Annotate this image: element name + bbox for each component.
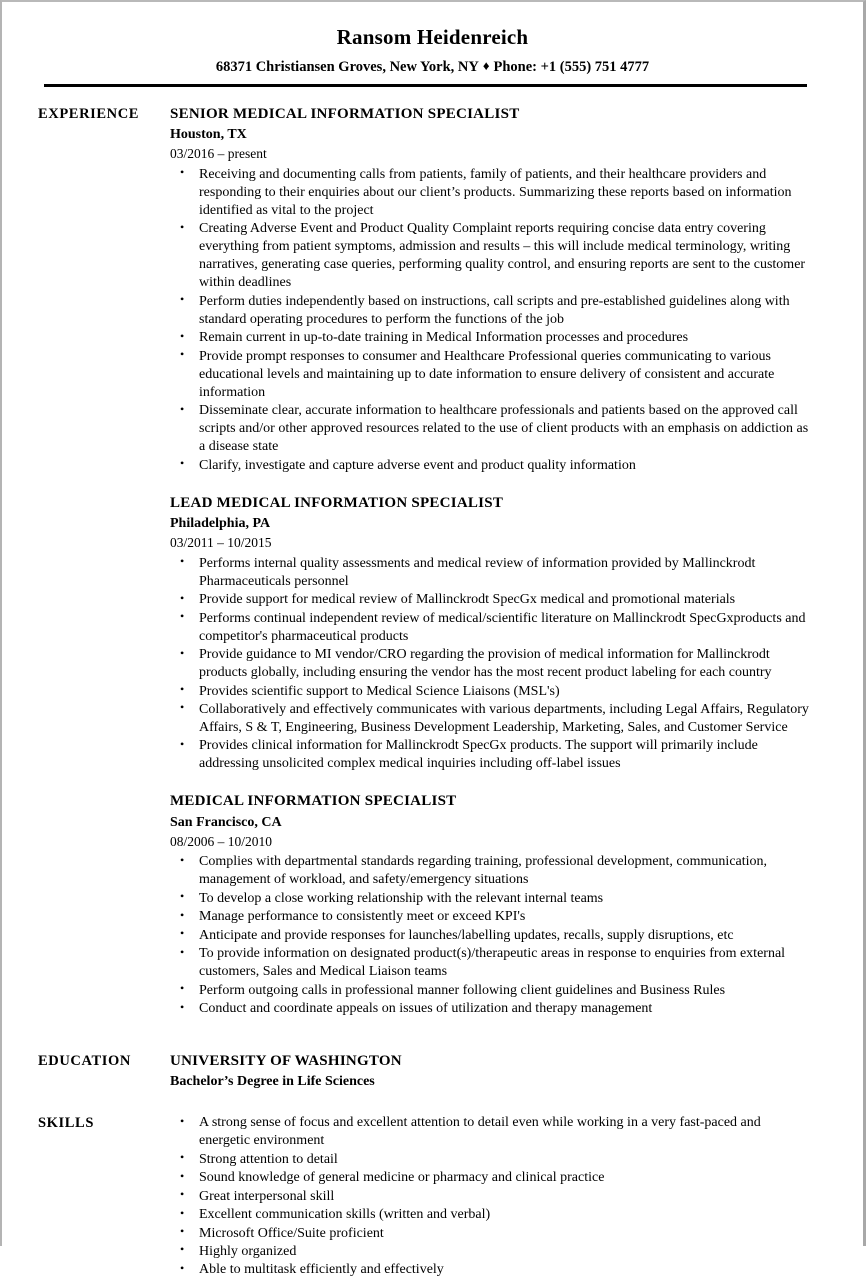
bullet-item: • Performs internal quality assessments and medical review of information provided by Mallinckrodt Pharmaceuticals personnel	[170, 555, 811, 591]
bullet-item: • Complies with departmental standards regarding training, professional development, communication, management of workload, and safety/emergency situations	[170, 853, 811, 889]
bullet-item: • Collaboratively and effectively communicates with various departments, including Legal Affairs, Regulatory Affairs, S & T, Engineering, Business Development Leadership, Marketing, Sales, and Customer Service	[170, 701, 811, 737]
job-entry	[170, 792, 811, 1018]
job-entry	[170, 494, 811, 774]
education-school: UNIVERSITY OF WASHINGTON	[170, 1052, 402, 1069]
bullet-item: • Conduct and coordinate appeals on issues of utilization and therapy management	[170, 1000, 811, 1018]
skills-list-container	[170, 1114, 863, 1280]
job-location: Houston, TX	[170, 127, 247, 143]
bullet-item: • Provides scientific support to Medical Science Liaisons (MSL's)	[170, 683, 811, 701]
bullet-item: • Clarify, investigate and capture adverse event and product quality information	[170, 457, 811, 475]
resume-header	[2, 2, 863, 76]
resume-content	[2, 2, 863, 1278]
job-location: Philadelphia, PA	[170, 515, 271, 531]
job-title: MEDICAL INFORMATION SPECIALIST	[170, 793, 457, 810]
section-experience	[2, 105, 863, 1019]
bullet-item: • Manage performance to consistently meet or exceed KPI's	[170, 908, 811, 926]
bullet-list	[170, 853, 811, 1018]
job-location: San Francisco, CA	[170, 814, 282, 830]
bullet-item: • Great interpersonal skill	[170, 1188, 811, 1206]
contact-line	[2, 60, 863, 76]
bullet-item: • Provide prompt responses to consumer and Healthcare Professional queries communicating to various educational levels and maintaining up to date information to ensure delivery of consistent and accurate information	[170, 348, 811, 402]
resume-body	[2, 87, 863, 1280]
bullet-item: • Disseminate clear, accurate information to healthcare professionals and patients based on the approved call scripts and/or other approved resources related to the use of client products with an emphasis on addiction as a disease state	[170, 402, 811, 456]
job-dates: 03/2011 – 10/2015	[170, 535, 272, 551]
bullet-item: • Creating Adverse Event and Product Quality Complaint reports requiring concise data entry covering everything from patient symptoms, admission and results – this will include medical terminology, writing narratives, generating case queries, performing quality control, and ensuring reports are sent to the customer within deadlines	[170, 220, 811, 292]
contact-phone: Phone: +1 (555) 751 4777	[493, 59, 650, 76]
bullet-item: • Highly organized	[170, 1243, 811, 1261]
bullet-list	[170, 1114, 811, 1279]
job-dates: 08/2006 – 10/2010	[170, 833, 273, 849]
education-entries	[170, 1052, 863, 1092]
section-label-education: EDUCATION	[38, 1052, 131, 1069]
bullet-item: • To develop a close working relationship with the relevant internal teams	[170, 890, 811, 908]
section-label-experience: EXPERIENCE	[38, 106, 140, 123]
job-dates: 03/2016 – present	[170, 146, 267, 162]
bullet-item: • A strong sense of focus and excellent attention to detail even while working in a very fast-paced and energetic environment	[170, 1114, 811, 1150]
contact-address: 68371 Christiansen Groves, New York, NY	[215, 59, 479, 76]
bullet-item: • Strong attention to detail	[170, 1151, 811, 1169]
education-entry	[170, 1052, 811, 1092]
section-skills	[2, 1114, 863, 1280]
bullet-item: • Provide support for medical review of Mallinckrodt SpecGx medical and promotional materials	[170, 591, 811, 609]
bullet-item: • Excellent communication skills (written and verbal)	[170, 1206, 811, 1224]
section-label-skills: SKILLS	[38, 1115, 94, 1132]
experience-entries	[170, 105, 863, 1019]
bullet-item: • Provide guidance to MI vendor/CRO regarding the provision of medical information for Mallinckrodt products globally, including ensuring the vendor has the most recent product labeling for each country	[170, 646, 811, 682]
bullet-item: • Sound knowledge of general medicine or pharmacy and clinical practice	[170, 1169, 811, 1187]
section-education	[2, 1052, 863, 1092]
bullet-item: • Perform duties independently based on instructions, call scripts and pre-established guidelines along with standard operating procedures to perform the functions of the job	[170, 293, 811, 329]
bullet-item: • Anticipate and provide responses for launches/labelling updates, recalls, supply disruptions, etc	[170, 927, 811, 945]
bullet-item: • Able to multitask efficiently and effectively	[170, 1261, 811, 1279]
bullet-item: • To provide information on designated product(s)/therapeutic areas in response to enquiries from external customers, Sales and Medical Liaison teams	[170, 945, 811, 981]
bullet-item: • Perform outgoing calls in professional manner following client guidelines and Business Rules	[170, 982, 811, 1000]
education-degree: Bachelor’s Degree in Life Sciences	[170, 1074, 375, 1090]
diamond-separator-icon: ♦	[482, 58, 490, 74]
job-title: LEAD MEDICAL INFORMATION SPECIALIST	[170, 494, 504, 511]
bullet-item: • Provides clinical information for Mallinckrodt SpecGx products. The support will primarily include addressing unsolicited complex medical inquiries including off-label issues	[170, 737, 811, 773]
job-entry	[170, 105, 811, 475]
bullet-item: • Receiving and documenting calls from patients, family of patients, and their healthcare providers and responding to their enquiries about our client’s products. Summarizing these reports based on information identified as vital to the project	[170, 166, 811, 220]
bullet-item: • Remain current in up-to-date training in Medical Information processes and procedures	[170, 329, 811, 347]
job-title: SENIOR MEDICAL INFORMATION SPECIALIST	[170, 106, 520, 123]
bullet-item: • Performs continual independent review of medical/scientific literature on Mallinckrodt SpecGxproducts and competitor's pharmaceutical products	[170, 610, 811, 646]
bullet-list	[170, 555, 811, 774]
bullet-list	[170, 166, 811, 475]
candidate-name: Ransom Heidenreich	[336, 25, 529, 49]
bullet-item: • Microsoft Office/Suite proficient	[170, 1225, 811, 1243]
